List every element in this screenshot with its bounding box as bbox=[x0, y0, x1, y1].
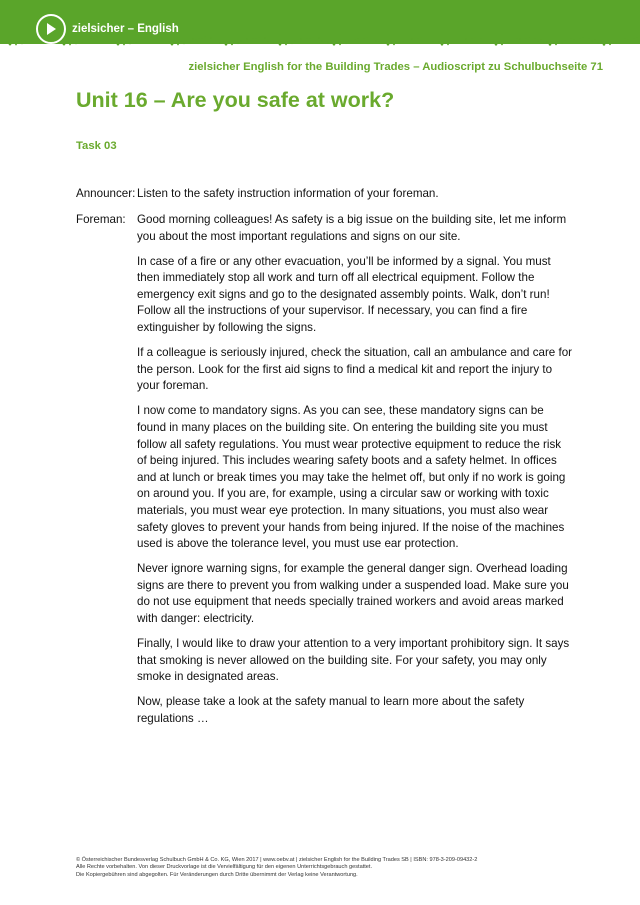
paragraph: Now, please take a look at the safety manual to learn more about the safety regulations … bbox=[137, 695, 525, 726]
paragraph: If a colleague is seriously injured, check the situation, call an ambulance and care for the person. Look for the first aid signs to find a medical kit and report the injury to your foreman. bbox=[137, 346, 573, 393]
play-circle-icon bbox=[36, 14, 66, 44]
footer-line: Alle Rechte vorbehalten. Von dieser Druckvorlage ist die Vervielfältigung für den eigenen Unterrichtsgebrauch gestattet. bbox=[76, 864, 373, 871]
paragraph: Finally, I would like to draw your attention to a very important prohibitory sign. It says that smoking is never allowed on the building site. For your safety, you may only smoke in designated areas. bbox=[137, 637, 570, 684]
brand-name: zielsicher – English bbox=[72, 23, 179, 35]
paragraph: Good morning colleagues! As safety is a big issue on the building site, let me inform you about the most important regulations and signs on our site. bbox=[137, 213, 567, 243]
document-subtitle: zielsicher English for the Building Trades – Audioscript zu Schulbuchseite 71 bbox=[188, 61, 603, 73]
brand-logo bbox=[36, 14, 179, 44]
copyright-footer bbox=[76, 857, 596, 879]
foreman-block bbox=[76, 212, 572, 736]
speaker-label: Announcer: bbox=[76, 187, 136, 200]
paragraph: I now come to mandatory signs. As you can see, these mandatory signs can be found in many places on the building site. On entering the building site you must follow all safety regulations. You must wear protective equipment to reduce the risk of being injured. This includes wearing safety boots and a safety helmet. In offices and at lunch or break times you may take the helmet off, but only if no work is going on around you. If you are, for example, using a circular saw or working with toxic materials, you must wear eye protection. In many situations, you must also wear safety gloves to prevent your hands from being injured. If the noise of the machines used is above the tolerance level, you must use ear protection. bbox=[137, 404, 566, 551]
speaker-label: Foreman: bbox=[76, 213, 126, 226]
paragraph: In case of a fire or any other evacuation, you’ll be informed by a signal. You must then immediately stop all work and turn off all electrical equipment. Follow the emergency exit signs and go to the designated assembly points. Walk, don’t run! Follow all the instructions of your supervisor. If necessary, you can find a fire extinguisher by following the signs. bbox=[137, 254, 551, 335]
page-title: Unit 16 – Are you safe at work? bbox=[76, 88, 395, 112]
footer-line: © Österreichischer Bundesverlag Schulbuch GmbH & Co. KG, Wien 2017 | www.oebv.at | zielsicher English for the Building Trades SB | ISBN: 978-3-209-09432-2 bbox=[76, 857, 478, 863]
announcer-text: Listen to the safety instruction information of your foreman. bbox=[137, 187, 439, 200]
task-label: Task 03 bbox=[76, 140, 117, 152]
footer-line: Die Kopiergebühren sind abgegolten. Für Veränderungen durch Dritte übernimmt der Verlag keine Verantwortung. bbox=[76, 871, 358, 878]
announcer-line bbox=[76, 186, 572, 211]
paragraph: Never ignore warning signs, for example the general danger sign. Overhead loading signs are there to prevent you from walking under a suspended load. Make sure you do not use equipment that needs specially trained workers and avoid areas marked with danger: electricity. bbox=[137, 562, 569, 626]
